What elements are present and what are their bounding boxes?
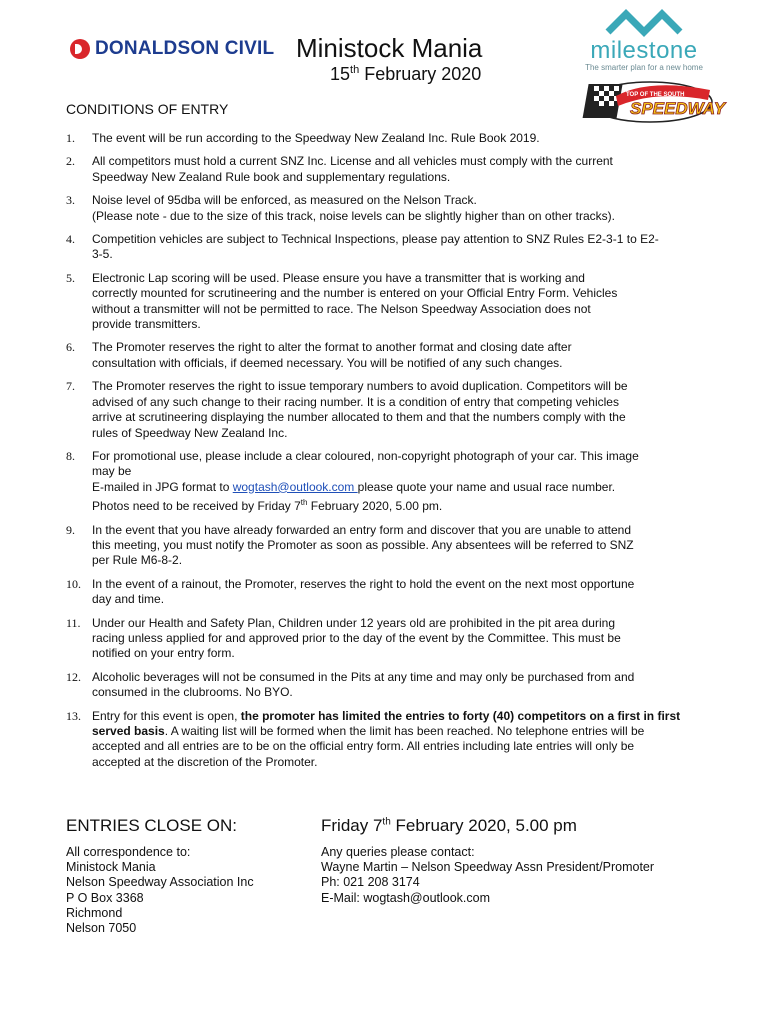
condition-text: In the event that you have already forwarded an entry form and discover that you are unable to attend this meeting, you must notify the Promoter as soon as possible. Any absentees will be referred to SNZ per Rule M6-8-2.: [92, 522, 634, 568]
entries-close-label: ENTRIES CLOSE ON:: [66, 816, 237, 835]
contact-line: Ph: 021 208 3174: [321, 875, 420, 890]
event-date: 15th February 2020: [330, 64, 482, 84]
condition-text: Entry for this event is open, the promoter has limited the entries to forty (40) competitors on a first in first served basis. A waiting list will be formed when the limit has been reached. No telephone entries will be accepted and all entries are to be on the official entry form. All entries including late entries will only be accepted at the discretion of the Promoter.: [92, 708, 681, 769]
speedway-logo-top: TOP OF THE SOUTH: [626, 92, 685, 98]
speedway-logo: [586, 76, 726, 126]
milestone-logo-word: milestone: [590, 37, 698, 64]
condition-item: [66, 232, 716, 263]
condition-item: [66, 154, 716, 185]
address-line: Nelson Speedway Association Inc: [66, 875, 254, 890]
address-line: P O Box 3368: [66, 890, 144, 905]
condition-number: 3.: [66, 193, 75, 208]
condition-text: Alcoholic beverages will not be consumed in the Pits at any time and may only be purchased from and consumed in the clubrooms. No BYO.: [92, 669, 635, 700]
condition-item: [66, 271, 716, 333]
correspondence-block: [66, 845, 254, 936]
condition-item: [66, 709, 716, 771]
condition-number: 7.: [66, 379, 75, 394]
event-title: Ministock Mania: [296, 33, 483, 63]
contact-line: E-Mail: wogtash@outlook.com: [321, 890, 491, 905]
condition-number: 6.: [66, 340, 75, 355]
conditions-list: [66, 131, 716, 778]
condition-item: [66, 616, 716, 662]
donaldson-logo-icon: [70, 39, 90, 59]
condition-text: Electronic Lap scoring will be used. Please ensure you have a transmitter that is working and correctly mounted for scrutineering and the number is entered on your Official Entry Form. Vehicles without a transmitter will not be permitted to race. The Nelson Speedway Association does not provide transmitters.: [92, 270, 618, 332]
condition-text: The Promoter reserves the right to alter the format to another format and closing date after consultation with officials, if deemed necessary. You will be notified of any such changes.: [92, 340, 572, 370]
condition-item: [66, 193, 716, 224]
condition-text: In the event of a rainout, the Promoter, reserves the right to hold the event on the next most opportune day and time.: [92, 576, 635, 607]
condition-text: For promotional use, please include a clear coloured, non-copyright photograph of your car. This image may be E-mailed in JPG format to wogtash@outlook.com please quote your name and usual race number. Photos need to be received by Friday 7th February 2020, 5.00 pm.: [92, 448, 639, 514]
condition-text: All competitors must hold a current SNZ Inc. License and all vehicles must comply with the current Speedway New Zealand Rule book and supplementary regulations.: [92, 154, 613, 184]
condition-item: [66, 449, 716, 515]
condition-item: [66, 577, 716, 608]
condition-number: 1.: [66, 131, 75, 145]
condition-number: 9.: [66, 522, 75, 537]
address-line: Ministock Mania: [66, 860, 156, 875]
condition-number: 2.: [66, 154, 75, 169]
condition-number: 12.: [66, 669, 81, 684]
condition-text: Under our Health and Safety Plan, Children under 12 years old are prohibited in the pit area during racing unless applied for and approved prior to the day of the event by the Committee. This must be notified on your entry form.: [92, 615, 621, 661]
condition-number: 11.: [66, 615, 81, 630]
queries-block: [321, 845, 654, 906]
condition-number: 4.: [66, 232, 75, 247]
condition-number: 5.: [66, 270, 75, 285]
condition-item: [66, 131, 716, 146]
donaldson-civil-logo: [70, 38, 274, 60]
condition-text: Noise level of 95dba will be enforced, as measured on the Nelson Track. (Please note - due to the size of this track, noise levels can be slightly higher than on other tracks).: [92, 193, 615, 223]
donaldson-logo-text: DONALDSON CIVIL: [95, 38, 275, 59]
entries-close-date: Friday 7th February 2020, 5.00 pm: [321, 816, 577, 835]
condition-item: [66, 670, 716, 701]
milestone-logo-tagline: The smarter plan for a new home: [585, 63, 703, 72]
queries-heading: Any queries please contact:: [321, 845, 475, 859]
condition-text: The event will be run according to the Speedway New Zealand Inc. Rule Book 2019.: [92, 131, 540, 145]
conditions-heading: CONDITIONS OF ENTRY: [66, 101, 229, 117]
email-link[interactable]: wogtash@outlook.com: [232, 479, 358, 494]
milestone-logo: [584, 6, 704, 72]
correspondence-heading: All correspondence to:: [66, 845, 191, 859]
condition-number: 10.: [66, 576, 81, 591]
address-line: Nelson 7050: [66, 921, 137, 936]
milestone-roof-icon: [604, 6, 684, 36]
condition-number: 13.: [66, 708, 81, 723]
condition-item: [66, 523, 716, 569]
condition-text: Competition vehicles are subject to Technical Inspections, please pay attention to SNZ Rules E2-3-1 to E2- 3-5.: [92, 232, 659, 262]
address-line: Richmond: [66, 905, 123, 920]
speedway-logo-word: SPEEDWAY: [630, 99, 726, 118]
contact-line: Wayne Martin – Nelson Speedway Assn President/Promoter: [321, 860, 655, 875]
condition-item: [66, 379, 716, 441]
condition-number: 8.: [66, 448, 75, 463]
condition-text: The Promoter reserves the right to issue temporary numbers to avoid duplication. Competitors will be advised of any such change to their racing number. It is a condition of entry that competing vehicles arrive at scrutineering displaying the number allocated to them and that the numbers comply with the rules of Speedway New Zealand Inc.: [92, 379, 628, 440]
condition-item: [66, 340, 716, 371]
